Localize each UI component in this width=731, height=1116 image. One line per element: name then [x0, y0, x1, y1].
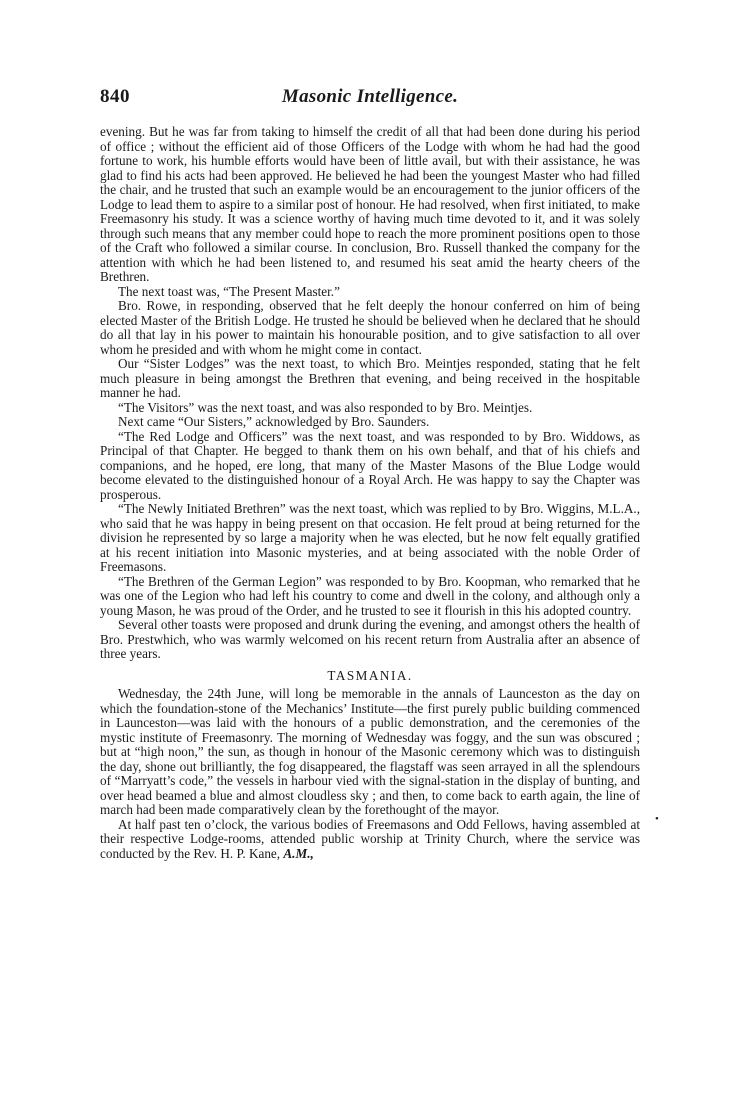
paragraph: Our “Sister Lodges” was the next toast, to which Bro. Meintjes responded, stating that he felt much pleasure in being amongst the Brethren that evening, and being received in the hospitable manner he had.: [100, 356, 640, 400]
section-heading: TASMANIA.: [327, 667, 413, 683]
paragraph: “The Red Lodge and Officers” was the next toast, and was responded to by Bro. Widdows, as Principal of that Chapter. He begged to thank them on his own behalf, and that of his chiefs and companions, and he hoped, ere long, that many of the Master Masons of the Blue Lodge would become elevated to the distinguished honour of a Royal Arch. He was happy to say the Chapter was prosperous.: [100, 428, 640, 502]
paragraph: [100, 818, 640, 862]
paragraph: Bro. Rowe, in responding, observed that he felt deeply the honour conferred on him of being elected Master of the British Lodge. He trusted he should be believed when he declared that he should do all that lay in his power to maintain his honourable position, and to give satisfaction to all over whom he presided and with whom he might come in contact.: [100, 298, 640, 357]
running-title: Masonic Intelligence.: [281, 86, 459, 107]
paragraph: The next toast was, “The Present Master.”: [118, 283, 340, 299]
paragraph: Wednesday, the 24th June, will long be memorable in the annals of Launceston as the day on which the foundation-stone of the Mechanics’ Institute—the first purely public building commenced in Launceston—was laid with the honours of a public demonstration, and the ceremonies of the mystic institute of Freemasonry. The morning of Wednesday was foggy, and the sun was obscured ; but at “high noon,” the sun, as though in honour of the Masonic ceremony which was to distinguish the day, shone out brilliantly, the fog disappeared, the flagstaff was seen arrayed in all the splendours of “Marryatt’s code,” the vessels in harbour vied with the signal-station in the display of bunting, and over head beamed a blue and almost cloudless sky ; and then, to come back to earth again, the line of march had been made comparatively clean by the forethought of the mayor.: [100, 686, 640, 817]
article-body: [100, 125, 640, 861]
margin-mark: •: [655, 813, 659, 825]
paragraph: “The Brethren of the German Legion” was responded to by Bro. Koopman, who remarked that he was one of the Legion who had left his country to come and dwell in the colony, and although only a young Mason, he was proud of the Order, and he trusted to see it flourish in this his adopted country.: [100, 573, 640, 618]
paragraph: “The Visitors” was the next toast, and was also responded to by Bro. Meintjes.: [118, 399, 533, 415]
paragraph: Next came “Our Sisters,” acknowledged by Bro. Saunders.: [118, 414, 430, 429]
page-header: [100, 86, 640, 110]
paragraph: “The Newly Initiated Brethren” was the next toast, which was replied to by Bro. Wiggins, M.L.A., who said that he was happy in being present on that occasion. He felt proud at being returned for the division he represented by so large a majority when he was elected, but he now felt equally gratified at his recent initiation into Masonic mysteries, and at being associated with the noble Order of Freemasons.: [100, 501, 640, 574]
paragraph: Several other toasts were proposed and drunk during the evening, and amongst others the health of Bro. Prestwhich, who was warmly welcomed on his recent return from Australia after an absence of three years.: [100, 617, 640, 661]
degree-suffix: A.M.,: [283, 845, 314, 861]
paragraph-text: At half past ten o’clock, the various bodies of Freemasons and Odd Fellows, having assembled at their respective Lodge-rooms, attended public worship at Trinity Church, where the service was conducted by the Rev. H. P. Kane,: [100, 816, 640, 861]
paragraph: evening. But he was far from taking to himself the credit of all that had been done during his period of office ; without the efficient aid of those Officers of the Lodge with whom he had had the good fortune to work, his humble efforts would have been of little avail, but with their assistance, he was glad to find his acts had been approved. He believed he had been the youngest Master who had filled the chair, and he trusted that such an example would be an encouragement to the junior officers of the Lodge to lead them to aspire to a similar post of honour. He had resolved, when first initiated, to make Freemasonry his study. It was a science worthy of having much time devoted to it, and it was solely through such means that any member could hope to reach the more prominent positions open to those of the Craft who followed a similar course. In conclusion, Bro. Russell thanked the company for the attention with which he had been listened to, and resumed his seat amid the hearty cheers of the Brethren.: [100, 124, 640, 284]
page-number: 840: [100, 86, 130, 107]
